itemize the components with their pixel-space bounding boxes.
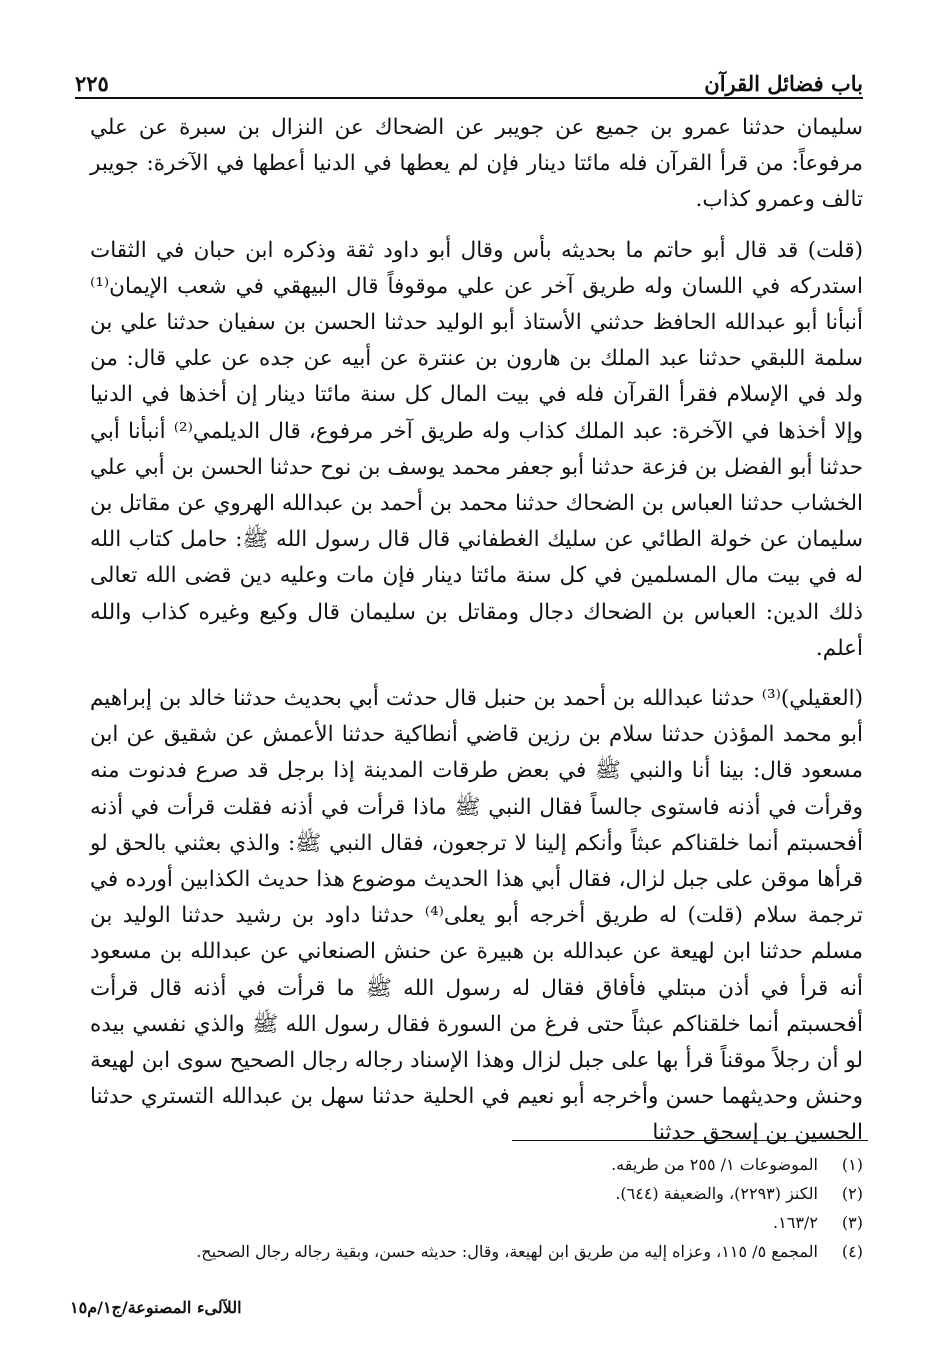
chapter-title: باب فضائل القرآن xyxy=(704,71,863,96)
footnote-text: المجمع ٥/ ١١٥، وعزاه إليه من طريق ابن لهيعة، وقال: حديثه حسن، وبقية رجاله رجال الصحيح. xyxy=(196,1242,818,1261)
footnote-text: الموضوعات ١/ ٢٥٥ من طريقه. xyxy=(611,1155,818,1174)
footnote-divider xyxy=(512,1140,868,1141)
footnotes xyxy=(90,1150,863,1266)
footnote-1 xyxy=(90,1150,863,1179)
footnote-3 xyxy=(90,1208,863,1237)
footnote-number: (٤) xyxy=(841,1242,863,1261)
header-divider xyxy=(75,97,863,99)
paragraph-1: سليمان حدثنا عمرو بن جميع عن جويبر عن الضحاك عن النزال بن سبرة عن علي مرفوعاً: من قرأ القرآن فله مائتا دينار فإن لم يعطها في الدنيا أعطها في الآخرة: جويبر تالف وعمرو كذاب. xyxy=(90,115,863,213)
footnote-number: (٣) xyxy=(841,1213,863,1232)
footnote-2 xyxy=(90,1179,863,1208)
printer-signature: اللآلىء المصنوعة/ج١/م١٥ xyxy=(70,1298,242,1317)
footnote-4 xyxy=(90,1237,863,1266)
main-text xyxy=(90,110,863,1152)
page-header xyxy=(75,60,863,96)
footnote-number: (٢) xyxy=(841,1184,863,1203)
footnote-text: ١٦٣/٢. xyxy=(773,1213,818,1232)
paragraph-3: (العقيلي)⁽³⁾ حدثنا عبدالله بن أحمد بن حنبل قال حدثت أبي بحديث حدثنا خالد بن إبراهيم أبو محمد المؤذن حدثنا سلام بن رزين قاضي أنطاكية حدثنا الأعمش عن شقيق عن ابن مسعود قال: بينا أنا والنبي ﷺ في بعض طرقات المدينة إذا برجل قد صرع فدنوت منه وقرأت في أذنه فاستوى جالساً فقال النبي ﷺ ماذا قرأت في أذنه فقلت قرأت في أذنه أفحسبتم أنما خلقناكم عبثاً وأنكم إلينا لا ترجعون، فقال النبي ﷺ: والذي بعثني بالحق لو قرأها موقن على جبل لزال، فقال أبي هذا الحديث موضوع هذا حديث الكذابين أورده في ترجمة سلام (قلت) له طريق أخرجه أبو يعلى⁽⁴⁾ حدثنا داود بن رشيد حدثنا الوليد بن مسلم حدثنا ابن لهيعة عن عبدالله بن هبيرة عن حنش الصنعاني عن عبدالله بن مسعود أنه قرأ في أذن مبتلي فأفاق فقال له رسول الله ﷺ ما قرأت في أذنه قال قرأت أفحسبتم أنما خلقناكم عبثاً حتى فرغ من السورة فقال رسول الله ﷺ والذي نفسي بيده لو أن رجلاً موقناً قرأ بها على جبل لزال وهذا الإسناد رجاله رجال الصحيح سوى ابن لهيعة وحنش وحديثهما حسن وأخرجه أبو نعيم في الحلية حدثنا سهل بن عبدالله التستري حدثنا الحسين بن إسحق حدثنا xyxy=(90,686,863,1146)
footnote-number: (١) xyxy=(841,1155,863,1174)
paragraph-2: (قلت) قد قال أبو حاتم ما بحديثه بأس وقال أبو داود ثقة وذكره ابن حبان في الثقات استدركه في اللسان وله طريق آخر عن علي موقوفاً قال البيهقي في شعب الإيمان⁽¹⁾ أنبأنا أبو عبدالله الحافظ حدثني الأستاذ أبو الوليد حدثنا الحسن بن سفيان حدثنا علي بن سلمة اللبقي حدثنا عبد الملك بن هارون بن عنترة عن أبيه عن جده عن علي قال: من ولد في الإسلام فقرأ القرآن فله في بيت المال كل سنة مائتا دينار إن أخذها في الدنيا وإلا أخذها في الآخرة: عبد الملك كذاب وله طريق آخر مرفوع، قال الديلمي⁽²⁾ أنبأنا أبي حدثنا أبو الفضل بن فزعة حدثنا أبو جعفر محمد يوسف بن نوح حدثنا الحسن بن أبي علي الخشاب حدثنا العباس بن الضحاك حدثنا محمد بن أحمد بن عبدالله الهروي عن مقاتل بن سليمان عن خولة الطائي عن سليك الغطفاني قال قال رسول الله ﷺ: حامل كتاب الله له في بيت مال المسلمين في كل سنة مائتا دينار فإن مات وعليه دين قضى الله تعالى ذلك الدين: العباس بن الضحاك دجال ومقاتل بن سليمان قال وكيع وغيره كذاب والله أعلم. xyxy=(90,237,864,661)
page-number: ٢٢٥ xyxy=(75,71,109,96)
footnote-text: الكنز (٢٢٩٣)، والضعيفة (٦٤٤). xyxy=(615,1184,818,1203)
